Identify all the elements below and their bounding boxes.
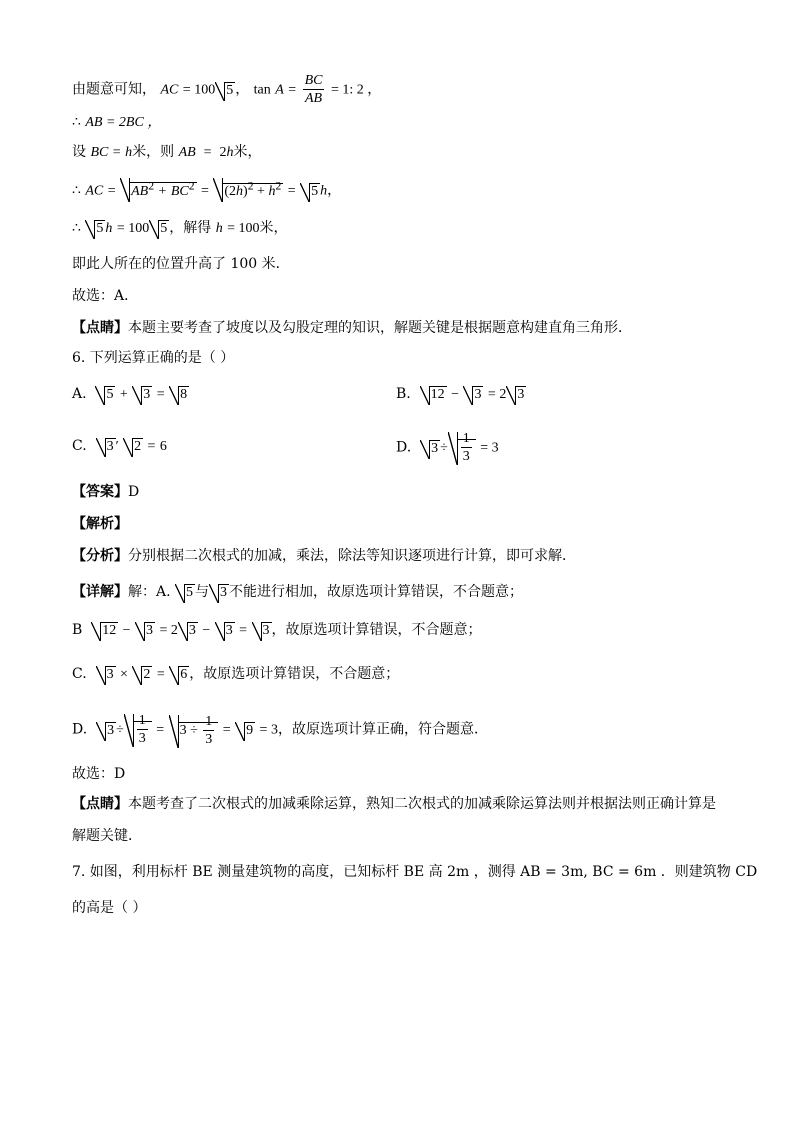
q6-answer: 【答案】D (72, 484, 140, 500)
solution-line-7: 故选：A． (72, 288, 139, 304)
q7-stem-line-1: 7. 如图，利用标杆 BE 测量建筑物的高度，已知标杆 BE 高 2m ，测得 AB = 3m, BC = 6m ．则建筑物 CD (72, 864, 758, 880)
q6-option-d: D. 3 ÷ $\frac{1}{3}$ = 3 (396, 431, 499, 464)
q6-option-c: C. 3 ′ 2 = 6 (72, 436, 167, 457)
q6-xiangjie: 【详解】解：A. 5 与 3 不能进行相加，故原选项计算错误，不合题意； (72, 582, 523, 603)
q6-fenxi: 【分析】分别根据二次根式的加减，乘法，除法等知识逐项进行计算，即可求解． (72, 548, 576, 564)
q6-dianjing-1: 【点睛】本题考查了二次根式的加减乘除运算，熟知二次根式的加减乘除运算法则并根据法则正确计算是 (72, 796, 716, 812)
dianjing-line: 【点睛】本题主要考查了坡度以及勾股定理的知识，解题关键是根据题意构建直角三角形． (72, 320, 632, 336)
solution-line-2: ∴ AB = 2BC ， (72, 114, 162, 130)
q6-option-a: A. 5 + 3 = 8 (72, 384, 189, 405)
solution-line-3: 设 BC = h米，则 AB = 2h米， (72, 144, 262, 160)
q7-stem-line-2: 的高是（ ） (72, 900, 147, 916)
q6-option-b: B. 12 − 3 = 2 3 (396, 384, 526, 405)
q6-detail-c: C. 3 × 2 = 6 ，故原选项计算错误，不合题意； (72, 664, 399, 685)
solution-line-1: 由题意可知， AC = 100 5 ， tan A = $\frac{BC}{AB}$ = 1: 2 ， (72, 73, 382, 106)
solution-line-6: 即此人所在的位置升高了 100 米． (72, 256, 290, 272)
q6-dianjing-2: 解题关键． (72, 828, 142, 844)
q6-detail-b: B 12 − 3 = 2 3 − 3 = 3 ，故原选项计算错误，不合题意； (72, 620, 482, 641)
q6-detail-d: D. 3 ÷ $\frac{1}{3}$ = 3 ÷ $\frac{1}{3}$ = 9 = 3，故原选项计算正确，符合题意． (72, 713, 488, 747)
q6-choose: 故选：D (72, 766, 126, 782)
q6-stem: 6. 下列运算正确的是（ ） (72, 350, 235, 366)
solution-line-5: ∴ 5 h = 100 5 ，解得 h = 100米， (72, 218, 288, 239)
q6-analysis-label: 【解析】 (72, 516, 128, 532)
solution-line-4: ∴ AC = $AB^2 + BC^2 = (2h)^2 + h^2 = 5$ h， (72, 176, 341, 202)
